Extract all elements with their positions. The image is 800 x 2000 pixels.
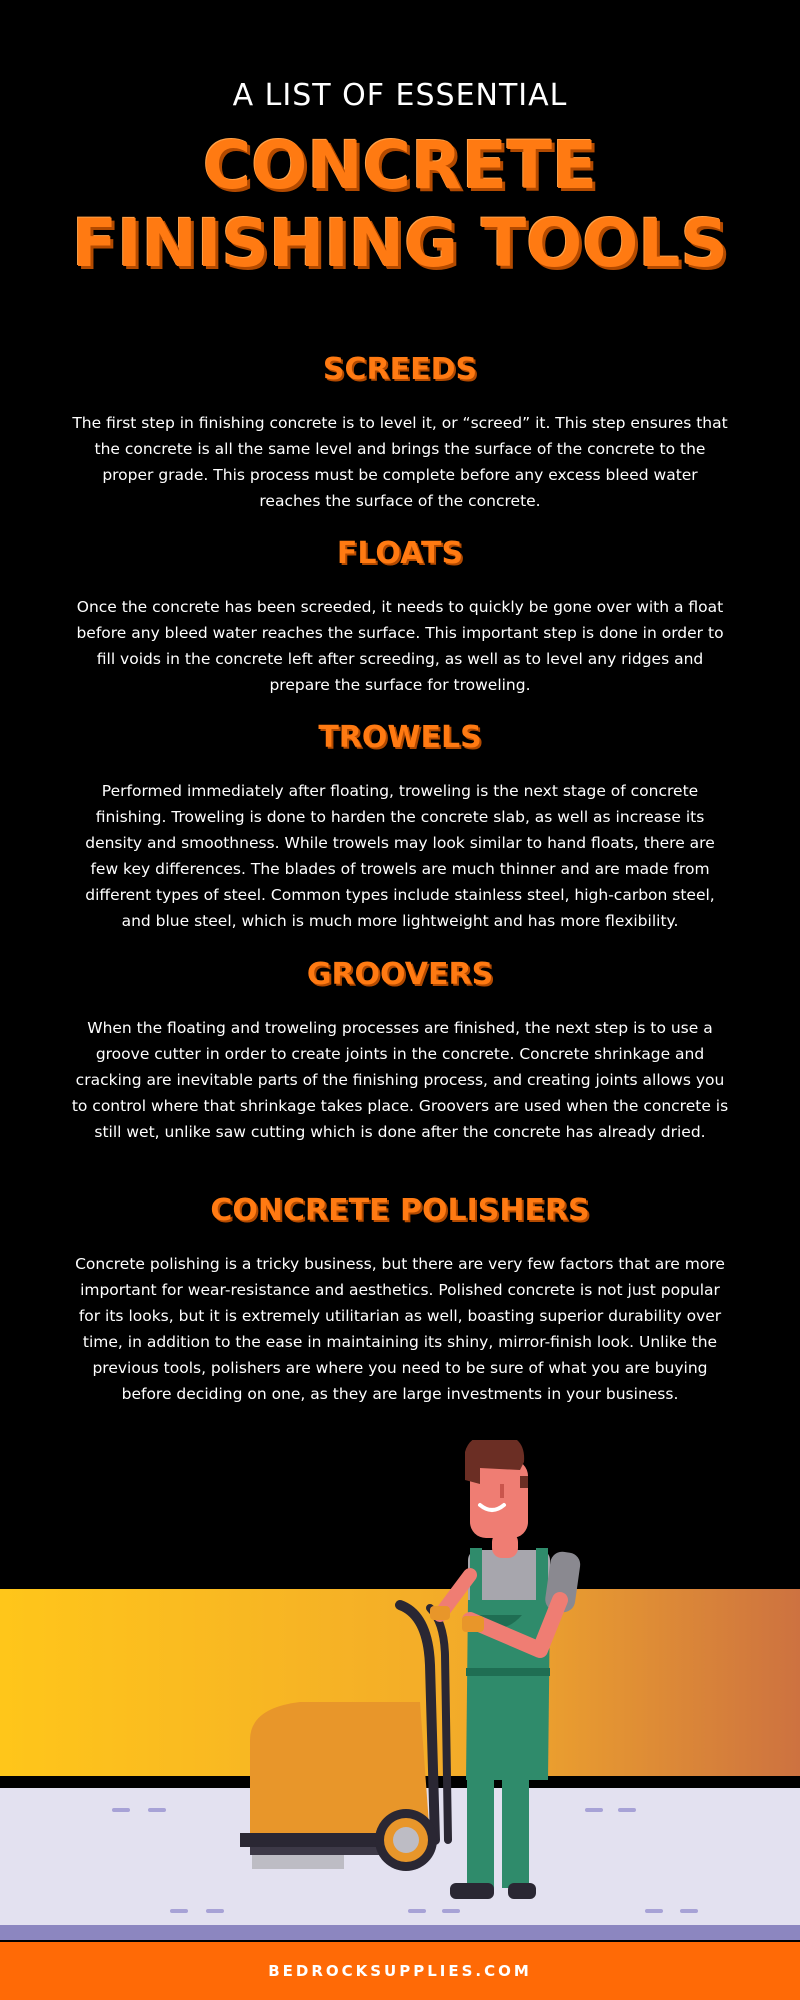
section-screeds bbox=[70, 350, 730, 514]
section-body: When the floating and troweling processes are finished, the next step is to use a groove cutter in order to create joints in the concrete. Concrete shrinkage and cracking are inevitable parts of the finishing process, and creating joints allows you to control where that shrinkage takes place. Groovers are used when the concrete is still wet, unlike saw cutting which is done after the concrete has already dried. bbox=[71, 1019, 729, 1141]
header-kicker: A LIST OF ESSENTIAL bbox=[232, 78, 568, 113]
section-heading: FLOATS bbox=[336, 536, 464, 571]
section-body: Concrete polishing is a tricky business, but there are very few factors that are more important for wear-resistance and aesthetics. Polished concrete is not just popular for its looks, but it is extremely utilitarian as well, boasting superior durability over time, in addition to the ease in maintaining its shiny, mirror-finish look. Unlike the previous tools, polishers are where you need to be sure of what you are buying before deciding on one, as they are large investments in your business. bbox=[75, 1255, 725, 1403]
title-line-1: CONCRETE bbox=[202, 127, 598, 204]
section-heading: SCREEDS bbox=[322, 352, 478, 387]
section-heading: TROWELS bbox=[318, 720, 482, 755]
section-body: The first step in finishing concrete is to level it, or “screed” it. This step ensures that the concrete is all the same level and brings the surface of the concrete to the proper grade. This process must be complete before any excess bleed water reaches the surface of the concrete. bbox=[72, 414, 728, 510]
section-body: Once the concrete has been screeded, it needs to quickly be gone over with a float before any bleed water reaches the surface. This important step is done in order to fill voids in the concrete left after screeding, as well as to level any ridges and prepare the surface for troweling. bbox=[76, 598, 724, 694]
worker-illustration bbox=[0, 1440, 800, 1940]
footer-bar bbox=[0, 1942, 800, 2000]
section-body: Performed immediately after floating, troweling is the next stage of concrete finishing. Troweling is done to harden the concrete slab, as well as increase its density and smoothness. While trowels may look similar to hand floats, there are few key differences. The blades of trowels are much thinner and are made from different types of steel. Common types include stainless steel, high-carbon steel, and blue steel, which is much more lightweight and has more flexibility. bbox=[85, 782, 715, 930]
section-heading: CONCRETE POLISHERS bbox=[210, 1193, 590, 1228]
section-floats bbox=[70, 534, 730, 698]
title-line-2: FINISHING TOOLS bbox=[72, 205, 728, 282]
section-heading: GROOVERS bbox=[306, 957, 494, 992]
section-concrete-polishers bbox=[70, 1191, 730, 1407]
section-groovers bbox=[70, 955, 730, 1145]
footer-website-link[interactable]: BEDROCKSUPPLIES.COM bbox=[268, 1962, 532, 1980]
floor-edge bbox=[0, 1925, 800, 1940]
section-trowels bbox=[70, 718, 730, 934]
